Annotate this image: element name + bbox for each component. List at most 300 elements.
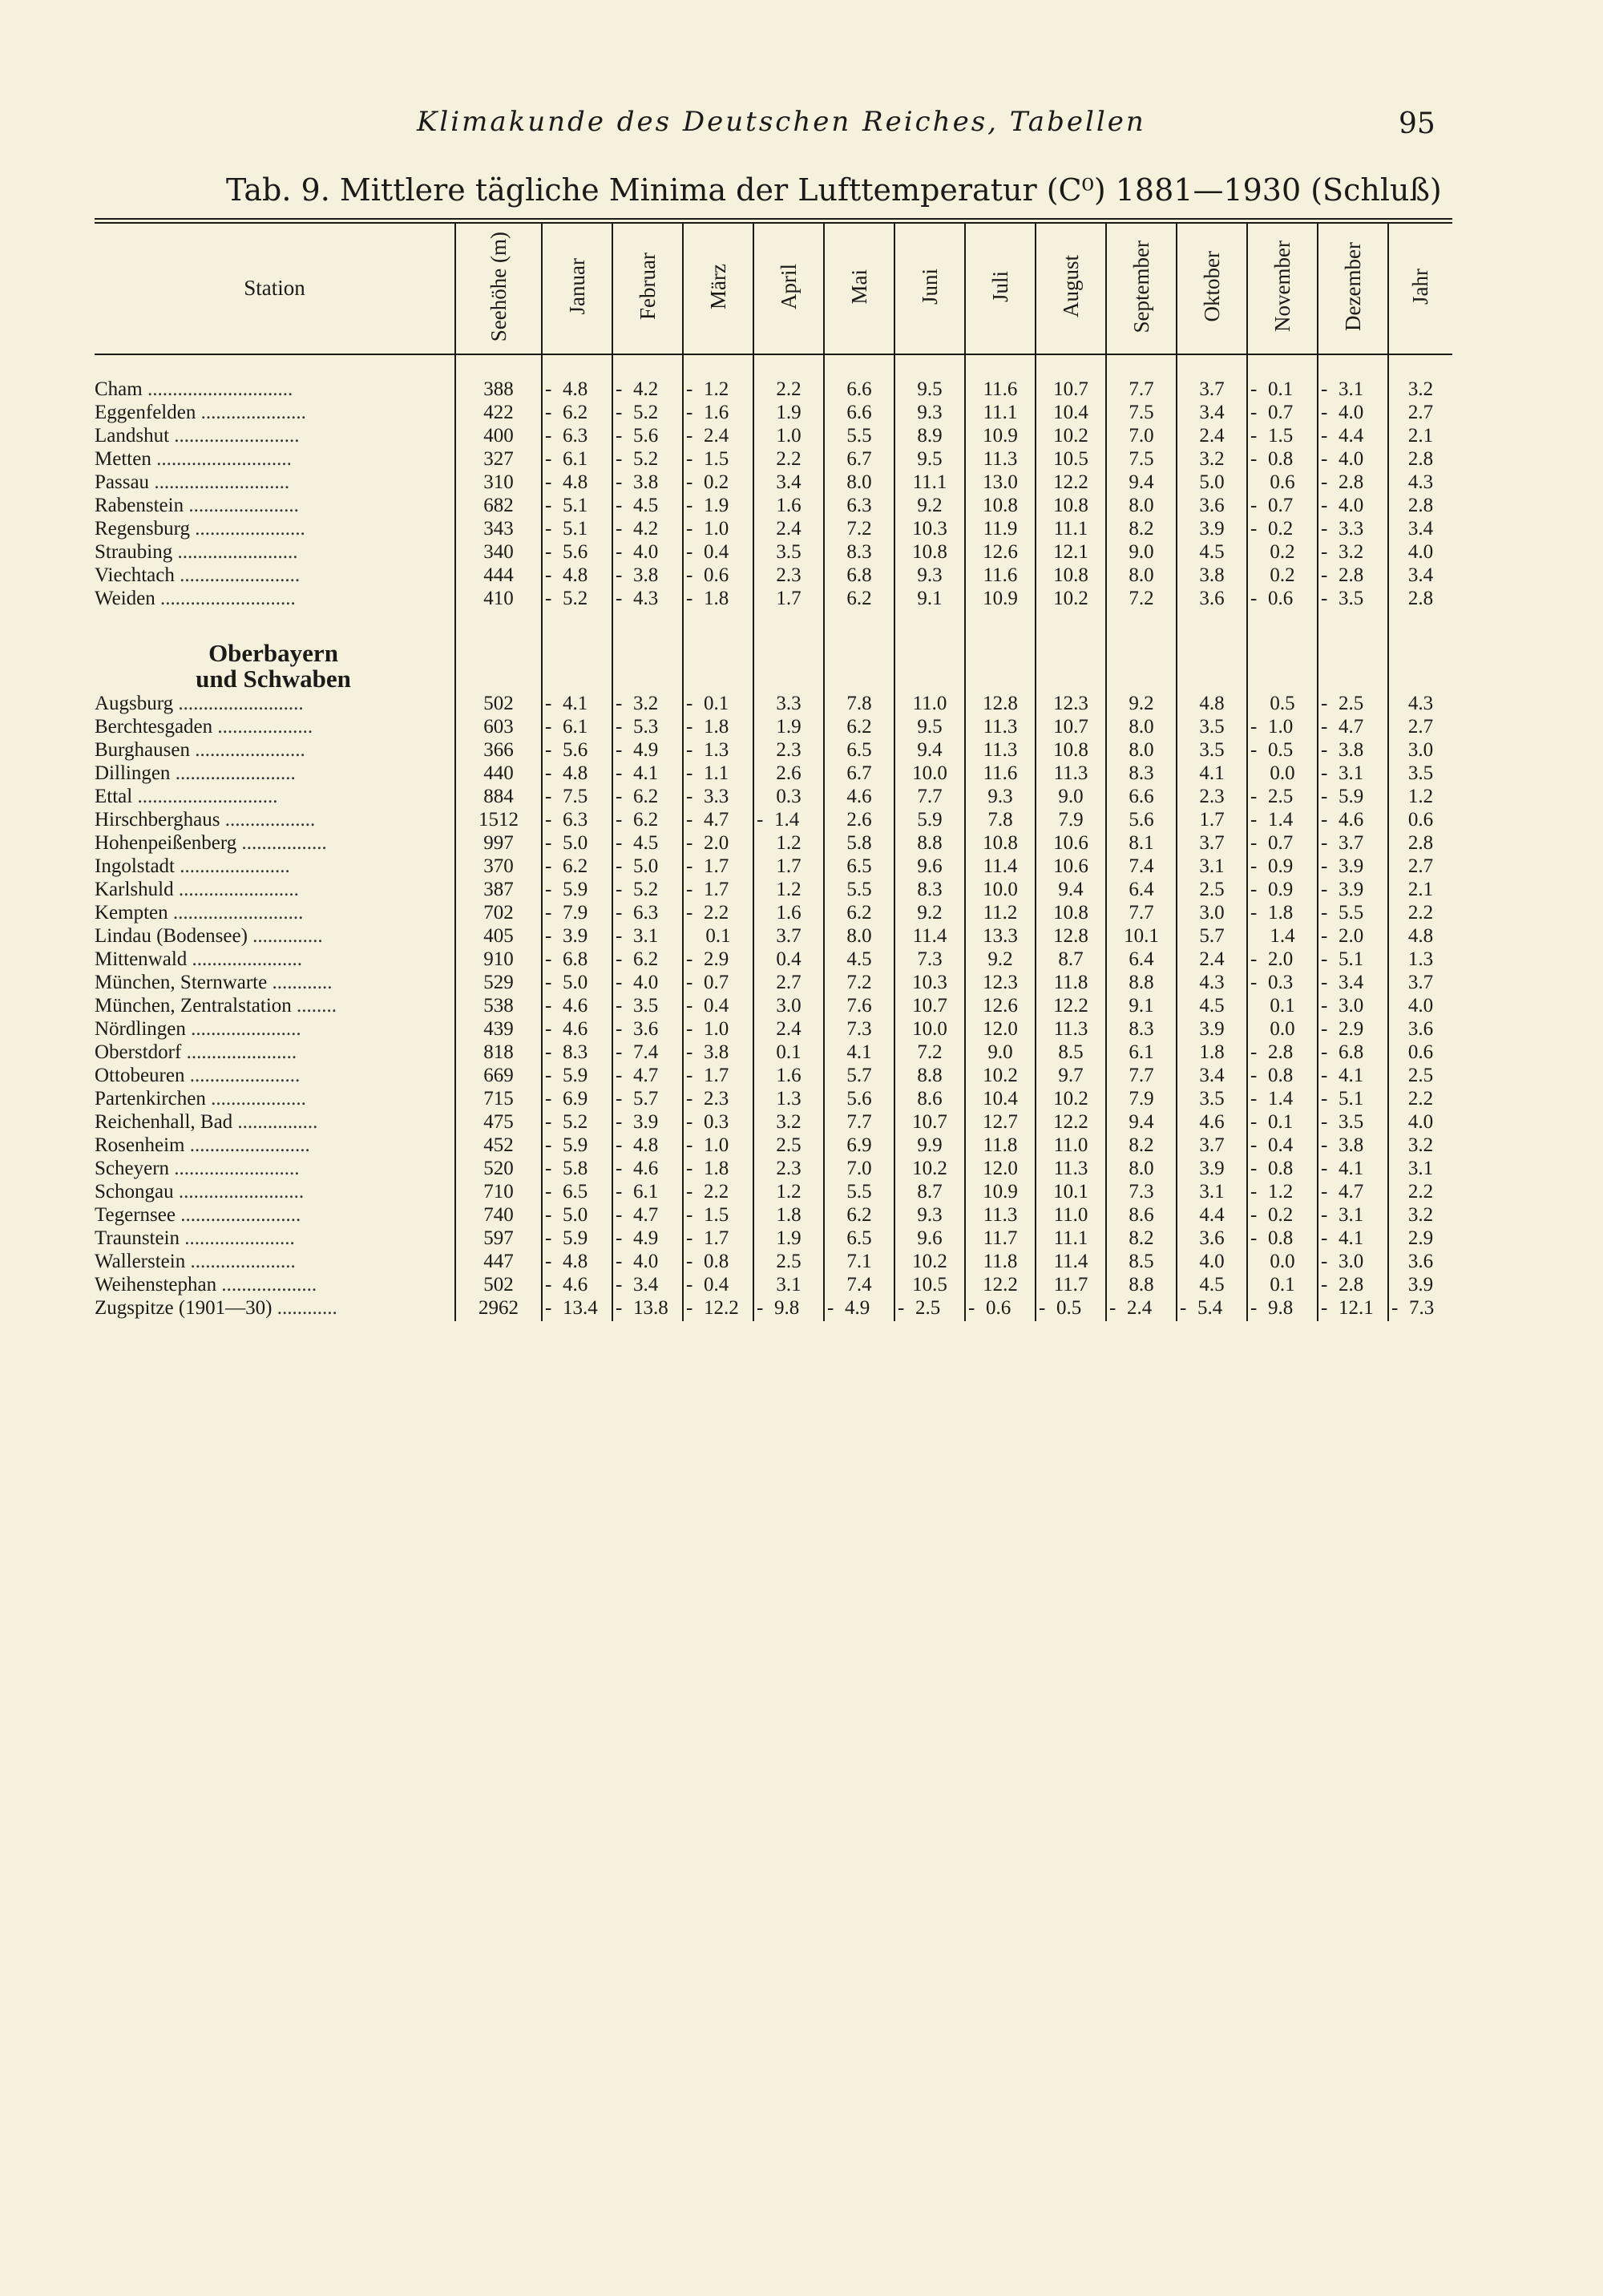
value-cell: 10.8 bbox=[965, 494, 1036, 517]
minus-sign: - bbox=[1250, 401, 1258, 423]
value-cell: 1.7 bbox=[753, 855, 824, 878]
minus-sign: - bbox=[616, 901, 623, 924]
dot-leader: ...................... bbox=[180, 1227, 295, 1249]
value-cell bbox=[1318, 1157, 1388, 1180]
value-number: 3.7 bbox=[1339, 831, 1364, 854]
height-cell: 997 bbox=[455, 831, 542, 855]
value-cell bbox=[612, 692, 683, 715]
value-cell: 10.8 bbox=[1036, 901, 1106, 924]
value-cell: 2.5 bbox=[753, 1250, 824, 1273]
value-cell: 9.4 bbox=[1106, 1110, 1177, 1134]
dot-leader: ................... bbox=[216, 1273, 317, 1296]
minus-sign: - bbox=[1250, 901, 1258, 924]
value-number: 3.8 bbox=[704, 1041, 729, 1063]
value-cell: 11.4 bbox=[1036, 1250, 1106, 1273]
value-number: 3.9 bbox=[563, 924, 588, 947]
value-number: 4.8 bbox=[563, 564, 588, 586]
dot-leader: ...................... bbox=[184, 494, 299, 516]
station-row bbox=[95, 971, 1452, 994]
station-name bbox=[95, 831, 455, 855]
value-cell: 8.9 bbox=[894, 424, 965, 447]
value-cell bbox=[683, 1296, 753, 1321]
minus-sign: - bbox=[686, 1064, 693, 1086]
value-cell: 4.5 bbox=[1177, 1273, 1247, 1296]
value-cell bbox=[612, 924, 683, 948]
dot-leader: ...................... bbox=[175, 855, 290, 877]
value-cell bbox=[753, 808, 824, 831]
minus-sign: - bbox=[545, 517, 552, 540]
value-cell: 9.0 bbox=[1106, 540, 1177, 564]
value-cell: 8.2 bbox=[1106, 517, 1177, 540]
value-cell: 2.5 bbox=[1388, 1064, 1452, 1087]
dot-leader: ........................... bbox=[151, 447, 292, 470]
value-cell: 6.4 bbox=[1106, 948, 1177, 971]
value-number: 1.7 bbox=[704, 1064, 729, 1086]
minus-sign: - bbox=[545, 1134, 552, 1156]
value-cell bbox=[1318, 1203, 1388, 1227]
value-cell: 11.3 bbox=[965, 715, 1036, 738]
dot-leader: ........................ bbox=[172, 540, 298, 563]
value-number: 5.6 bbox=[633, 424, 659, 447]
value-cell bbox=[542, 808, 612, 831]
value-cell bbox=[1318, 1110, 1388, 1134]
value-cell: 10.7 bbox=[1036, 354, 1106, 401]
minus-sign: - bbox=[616, 1017, 623, 1040]
station-name bbox=[95, 878, 455, 901]
value-number: 5.0 bbox=[633, 855, 659, 877]
value-cell: 10.8 bbox=[1036, 738, 1106, 762]
station-name bbox=[95, 692, 455, 715]
value-cell: 7.5 bbox=[1106, 401, 1177, 424]
month-header-label: Dezember bbox=[1340, 241, 1365, 331]
value-number: 2.5 bbox=[1339, 692, 1364, 714]
value-cell: 11.8 bbox=[1036, 971, 1106, 994]
minus-sign: - bbox=[616, 1203, 623, 1226]
minus-sign: - bbox=[1321, 994, 1328, 1017]
value-cell: 13.0 bbox=[965, 471, 1036, 494]
empty-cell bbox=[683, 610, 753, 641]
station-header: Station bbox=[95, 221, 455, 354]
value-cell: 6.8 bbox=[824, 564, 894, 587]
value-cell bbox=[542, 785, 612, 808]
value-cell: 2.4 bbox=[1177, 424, 1247, 447]
value-cell bbox=[683, 1180, 753, 1203]
value-cell: 12.1 bbox=[1036, 540, 1106, 564]
value-number: 2.2 bbox=[704, 1180, 729, 1203]
value-cell: 5.8 bbox=[824, 831, 894, 855]
value-number: 1.3 bbox=[704, 738, 729, 761]
station-name-text: Regensburg bbox=[95, 517, 190, 540]
value-number: 4.8 bbox=[563, 471, 588, 493]
station-row bbox=[95, 354, 1452, 401]
minus-sign: - bbox=[545, 948, 552, 970]
value-number: 0.2 bbox=[1268, 1203, 1294, 1226]
value-cell: 2.8 bbox=[1388, 447, 1452, 471]
station-name-text: Oberstdorf bbox=[95, 1041, 182, 1063]
value-cell: 8.0 bbox=[1106, 715, 1177, 738]
value-number: 0.4 bbox=[1268, 1134, 1294, 1156]
minus-sign: - bbox=[1321, 808, 1328, 831]
minus-sign: - bbox=[1321, 494, 1328, 516]
minus-sign: - bbox=[686, 1134, 693, 1156]
minus-sign: - bbox=[545, 1227, 552, 1249]
minus-sign: - bbox=[545, 564, 552, 586]
empty-cell bbox=[824, 610, 894, 641]
value-cell: 8.2 bbox=[1106, 1134, 1177, 1157]
value-cell bbox=[683, 1250, 753, 1273]
value-cell: 4.0 bbox=[1388, 540, 1452, 564]
value-cell: 8.2 bbox=[1106, 1227, 1177, 1250]
value-cell: 1.7 bbox=[1177, 808, 1247, 831]
value-cell: 4.4 bbox=[1177, 1203, 1247, 1227]
value-cell bbox=[542, 540, 612, 564]
value-cell: 8.1 bbox=[1106, 831, 1177, 855]
station-row bbox=[95, 1110, 1452, 1134]
value-number: 1.5 bbox=[704, 447, 729, 470]
value-cell bbox=[612, 762, 683, 785]
value-cell: 12.7 bbox=[965, 1110, 1036, 1134]
minus-sign: - bbox=[1321, 762, 1328, 784]
value-cell: 3.7 bbox=[1177, 1134, 1247, 1157]
value-cell: 11.8 bbox=[965, 1250, 1036, 1273]
minus-sign: - bbox=[545, 738, 552, 761]
minus-sign: - bbox=[686, 378, 693, 400]
value-number: 2.9 bbox=[1339, 1017, 1364, 1040]
value-cell: 9.6 bbox=[894, 1227, 965, 1250]
value-cell bbox=[542, 494, 612, 517]
minus-sign: - bbox=[1321, 1203, 1328, 1226]
value-number: 1.0 bbox=[1268, 715, 1294, 738]
value-number: 4.0 bbox=[633, 1250, 659, 1272]
station-name-text: Traunstein bbox=[95, 1227, 180, 1249]
dot-leader: ...................... bbox=[189, 517, 305, 540]
value-cell: 5.7 bbox=[824, 1064, 894, 1087]
value-cell bbox=[542, 924, 612, 948]
height-cell: 452 bbox=[455, 1134, 542, 1157]
minus-sign: - bbox=[757, 1296, 764, 1319]
value-number: 0.4 bbox=[704, 540, 729, 563]
station-name bbox=[95, 1296, 455, 1321]
station-name-text: Kempten bbox=[95, 901, 168, 924]
height-cell: 597 bbox=[455, 1227, 542, 1250]
value-cell bbox=[542, 1041, 612, 1064]
value-cell bbox=[1318, 471, 1388, 494]
value-cell: 2.7 bbox=[1388, 401, 1452, 424]
value-cell: 4.1 bbox=[824, 1041, 894, 1064]
minus-sign: - bbox=[1250, 831, 1258, 854]
value-cell: 11.7 bbox=[1036, 1273, 1106, 1296]
value-cell: 3.5 bbox=[753, 540, 824, 564]
dot-leader: ............ bbox=[267, 971, 333, 993]
minus-sign: - bbox=[616, 855, 623, 877]
value-number: 4.7 bbox=[633, 1064, 659, 1086]
value-cell: 5.5 bbox=[824, 424, 894, 447]
value-cell bbox=[1247, 878, 1318, 901]
value-number: 0.5 bbox=[1268, 738, 1294, 761]
value-cell: 7.7 bbox=[1106, 354, 1177, 401]
minus-sign: - bbox=[545, 1064, 552, 1086]
value-cell bbox=[1318, 785, 1388, 808]
minus-sign: - bbox=[545, 808, 552, 831]
value-cell: 4.0 bbox=[1388, 1110, 1452, 1134]
value-cell bbox=[1036, 1296, 1106, 1321]
dot-leader: ............................ bbox=[132, 785, 278, 807]
dot-leader: ...................... bbox=[184, 1064, 301, 1086]
empty-cell bbox=[1036, 666, 1106, 692]
station-row bbox=[95, 1064, 1452, 1087]
value-cell bbox=[542, 424, 612, 447]
value-cell: 8.8 bbox=[894, 831, 965, 855]
value-cell: 6.2 bbox=[824, 587, 894, 610]
minus-sign: - bbox=[1321, 378, 1328, 400]
minus-sign: - bbox=[1250, 715, 1258, 738]
empty-cell bbox=[542, 641, 612, 666]
value-cell bbox=[612, 785, 683, 808]
station-row bbox=[95, 901, 1452, 924]
month-header bbox=[612, 221, 683, 354]
value-cell bbox=[683, 354, 753, 401]
station-name-text: Ingolstadt bbox=[95, 855, 175, 877]
value-cell: 6.5 bbox=[824, 855, 894, 878]
value-cell: 3.2 bbox=[1388, 1203, 1452, 1227]
station-name-text: Eggenfelden bbox=[95, 401, 196, 423]
value-cell: 7.2 bbox=[824, 517, 894, 540]
minus-sign: - bbox=[686, 971, 693, 993]
value-cell bbox=[612, 564, 683, 587]
value-cell: 2.3 bbox=[753, 738, 824, 762]
value-cell: 7.5 bbox=[1106, 447, 1177, 471]
section-heading: und Schwaben bbox=[196, 664, 351, 693]
value-cell: 8.6 bbox=[894, 1087, 965, 1110]
value-cell: 8.0 bbox=[1106, 738, 1177, 762]
empty-cell bbox=[95, 610, 455, 641]
value-cell: 10.8 bbox=[894, 540, 965, 564]
value-cell: 7.7 bbox=[894, 785, 965, 808]
minus-sign: - bbox=[1250, 855, 1258, 877]
value-number: 5.6 bbox=[563, 540, 588, 563]
minus-sign: - bbox=[616, 540, 623, 563]
value-cell: 2.6 bbox=[824, 808, 894, 831]
value-cell: 1.3 bbox=[1388, 948, 1452, 971]
value-cell: 10.7 bbox=[894, 994, 965, 1017]
value-cell: 11.1 bbox=[1036, 1227, 1106, 1250]
month-header-label: August bbox=[1058, 255, 1083, 318]
value-number: 1.4 bbox=[1268, 1087, 1294, 1110]
value-cell bbox=[1247, 785, 1318, 808]
value-cell bbox=[1247, 1180, 1318, 1203]
station-name bbox=[95, 1064, 455, 1087]
value-number: 3.2 bbox=[1339, 540, 1364, 563]
value-cell bbox=[683, 540, 753, 564]
minus-sign: - bbox=[1321, 831, 1328, 854]
station-name bbox=[95, 471, 455, 494]
value-cell: 4.5 bbox=[1177, 540, 1247, 564]
empty-cell bbox=[1247, 610, 1318, 641]
value-cell bbox=[1318, 540, 1388, 564]
station-name bbox=[95, 1134, 455, 1157]
value-cell: 0.6 bbox=[1388, 1041, 1452, 1064]
dot-leader: ......................... bbox=[169, 424, 300, 447]
dot-leader: .................. bbox=[220, 808, 316, 831]
station-row bbox=[95, 1273, 1452, 1296]
value-cell: 3.6 bbox=[1388, 1017, 1452, 1041]
station-name-text: Scheyern bbox=[95, 1157, 170, 1179]
value-cell bbox=[1247, 587, 1318, 610]
value-cell bbox=[1247, 1296, 1318, 1321]
minus-sign: - bbox=[686, 785, 693, 807]
value-cell bbox=[683, 1203, 753, 1227]
value-cell: 8.0 bbox=[824, 924, 894, 948]
value-cell: 0.2 bbox=[1247, 564, 1318, 587]
minus-sign: - bbox=[545, 1110, 552, 1133]
station-name-text: Schongau bbox=[95, 1180, 174, 1203]
month-header-label: Februar bbox=[635, 253, 660, 321]
minus-sign: - bbox=[1321, 587, 1328, 609]
station-row bbox=[95, 1087, 1452, 1110]
section-heading-row bbox=[95, 641, 1452, 666]
value-number: 0.2 bbox=[1268, 517, 1294, 540]
value-cell: 0.1 bbox=[683, 924, 753, 948]
value-cell: 10.2 bbox=[1036, 587, 1106, 610]
station-name bbox=[95, 1017, 455, 1041]
value-cell bbox=[1247, 901, 1318, 924]
value-cell: 10.1 bbox=[1106, 924, 1177, 948]
value-cell: 6.6 bbox=[824, 354, 894, 401]
value-cell: 10.9 bbox=[965, 424, 1036, 447]
minus-sign: - bbox=[686, 762, 693, 784]
station-row bbox=[95, 447, 1452, 471]
empty-cell bbox=[1106, 610, 1177, 641]
minus-sign: - bbox=[616, 831, 623, 854]
value-cell bbox=[1318, 517, 1388, 540]
value-number: 4.0 bbox=[633, 971, 659, 993]
station-row bbox=[95, 517, 1452, 540]
value-cell: 3.7 bbox=[1177, 831, 1247, 855]
minus-sign: - bbox=[545, 471, 552, 493]
minus-sign: - bbox=[545, 1180, 552, 1203]
empty-cell bbox=[824, 641, 894, 666]
dot-leader: ...................... bbox=[185, 1017, 301, 1040]
station-name bbox=[95, 494, 455, 517]
value-cell: 3.5 bbox=[1177, 1087, 1247, 1110]
value-cell: 2.2 bbox=[753, 447, 824, 471]
minus-sign: - bbox=[1321, 1110, 1328, 1133]
station-name bbox=[95, 401, 455, 424]
value-cell bbox=[612, 471, 683, 494]
station-row bbox=[95, 471, 1452, 494]
value-cell: 2.8 bbox=[1388, 587, 1452, 610]
empty-cell bbox=[1318, 641, 1388, 666]
value-number: 3.5 bbox=[1339, 1110, 1364, 1133]
minus-sign: - bbox=[1250, 1180, 1258, 1203]
value-cell: 2.5 bbox=[753, 1134, 824, 1157]
value-cell bbox=[612, 1250, 683, 1273]
value-cell bbox=[1247, 1203, 1318, 1227]
value-number: 0.3 bbox=[1268, 971, 1294, 993]
height-cell: 603 bbox=[455, 715, 542, 738]
minus-sign: - bbox=[545, 901, 552, 924]
minus-sign: - bbox=[686, 1087, 693, 1110]
value-cell bbox=[1318, 831, 1388, 855]
value-cell: 5.5 bbox=[824, 1180, 894, 1203]
station-name bbox=[95, 354, 455, 401]
minus-sign: - bbox=[1321, 1273, 1328, 1296]
value-cell bbox=[683, 471, 753, 494]
value-cell: 2.4 bbox=[753, 1017, 824, 1041]
value-cell: 2.9 bbox=[1388, 1227, 1452, 1250]
minus-sign: - bbox=[545, 424, 552, 447]
minus-sign: - bbox=[1321, 517, 1328, 540]
minus-sign: - bbox=[1250, 738, 1258, 761]
minus-sign: - bbox=[1321, 1180, 1328, 1203]
station-name-text: Cham bbox=[95, 378, 143, 400]
minus-sign: - bbox=[686, 1041, 693, 1063]
value-cell bbox=[542, 1203, 612, 1227]
value-number: 6.2 bbox=[563, 855, 588, 877]
value-cell: 2.8 bbox=[1388, 831, 1452, 855]
minus-sign: - bbox=[1321, 855, 1328, 877]
value-cell: 6.2 bbox=[824, 1203, 894, 1227]
value-cell bbox=[612, 1296, 683, 1321]
value-number: 3.1 bbox=[633, 924, 659, 947]
value-number: 8.3 bbox=[563, 1041, 588, 1063]
empty-cell bbox=[1177, 666, 1247, 692]
minus-sign: - bbox=[545, 924, 552, 947]
value-cell: 7.0 bbox=[1106, 424, 1177, 447]
height-cell: 388 bbox=[455, 354, 542, 401]
minus-sign: - bbox=[545, 971, 552, 993]
empty-cell bbox=[612, 641, 683, 666]
value-cell: 11.1 bbox=[894, 471, 965, 494]
station-name bbox=[95, 564, 455, 587]
minus-sign: - bbox=[1250, 948, 1258, 970]
value-cell: 2.6 bbox=[753, 762, 824, 785]
value-number: 5.4 bbox=[1197, 1296, 1223, 1319]
height-header-label: Seehöhe (m) bbox=[486, 231, 511, 342]
value-cell: 3.3 bbox=[753, 692, 824, 715]
minus-sign: - bbox=[616, 447, 623, 470]
value-cell: 1.2 bbox=[753, 878, 824, 901]
minus-sign: - bbox=[616, 738, 623, 761]
value-cell: 7.7 bbox=[1106, 901, 1177, 924]
value-cell bbox=[612, 831, 683, 855]
minus-sign: - bbox=[1321, 1064, 1328, 1086]
value-cell: 9.4 bbox=[1106, 471, 1177, 494]
minus-sign: - bbox=[686, 540, 693, 563]
value-cell: 8.7 bbox=[1036, 948, 1106, 971]
minus-sign: - bbox=[1180, 1296, 1187, 1319]
station-row bbox=[95, 587, 1452, 610]
value-cell bbox=[683, 494, 753, 517]
height-cell: 475 bbox=[455, 1110, 542, 1134]
height-cell: 818 bbox=[455, 1041, 542, 1064]
value-cell bbox=[612, 447, 683, 471]
minus-sign: - bbox=[616, 715, 623, 738]
empty-cell bbox=[455, 641, 542, 666]
height-cell: 910 bbox=[455, 948, 542, 971]
value-number: 1.8 bbox=[704, 1157, 729, 1179]
value-cell: 9.0 bbox=[965, 1041, 1036, 1064]
minus-sign: - bbox=[898, 1296, 905, 1319]
value-cell: 3.1 bbox=[1177, 855, 1247, 878]
value-cell: 2.1 bbox=[1388, 878, 1452, 901]
station-name bbox=[95, 517, 455, 540]
value-number: 1.7 bbox=[704, 855, 729, 877]
station-name bbox=[95, 1250, 455, 1273]
value-cell: 0.4 bbox=[753, 948, 824, 971]
value-cell bbox=[1247, 831, 1318, 855]
minus-sign: - bbox=[686, 878, 693, 900]
